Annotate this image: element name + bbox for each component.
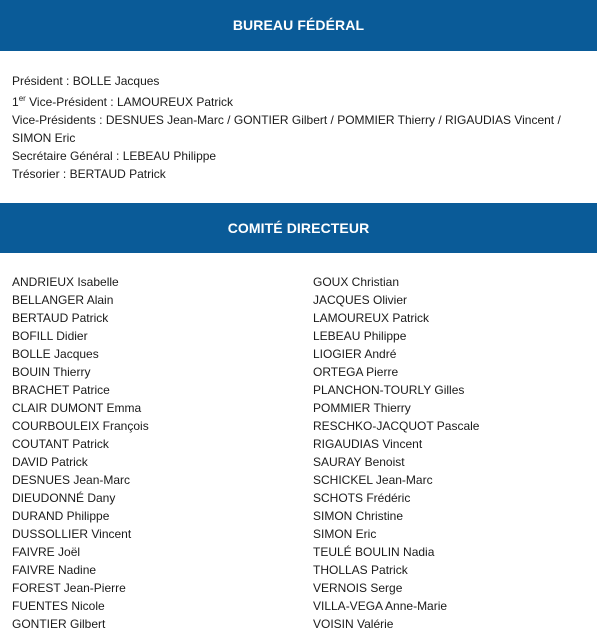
member-name: BELLANGER Alain (12, 293, 114, 307)
vp-ordinal: 1 (12, 95, 19, 109)
member-name: DIEUDONNÉ Dany (12, 491, 116, 505)
first-vice-president-line (12, 93, 582, 111)
comite-directeur-title: COMITÉ DIRECTEUR (227, 220, 370, 236)
member-name: DUSSOLLIER Vincent (12, 527, 132, 541)
member-name: BOUIN Thierry (12, 365, 91, 379)
member-name: SCHICKEL Jean-Marc (313, 473, 433, 487)
bureau-federal-title: BUREAU FÉDÉRAL (232, 17, 365, 33)
president-line: Président : BOLLE Jacques (12, 74, 160, 88)
member-name: BOFILL Didier (12, 329, 88, 343)
member-name: ORTEGA Pierre (313, 365, 399, 379)
bureau-federal-section (12, 72, 582, 183)
member-name: FAIVRE Nadine (12, 563, 97, 577)
member-name: ANDRIEUX Isabelle (12, 275, 119, 289)
member-name: SAURAY Benoist (313, 455, 405, 469)
treasurer-line: Trésorier : BERTAUD Patrick (12, 167, 166, 181)
member-name: PLANCHON-TOURLY Gilles (313, 383, 465, 397)
member-name: BERTAUD Patrick (12, 311, 109, 325)
member-name: CLAIR DUMONT Emma (12, 401, 142, 415)
member-name: SCHOTS Frédéric (313, 491, 411, 505)
member-name: FUENTES Nicole (12, 599, 105, 613)
vp-ordinal-suffix: er (18, 94, 26, 103)
vice-presidents-line: Vice-Présidents : DESNUES Jean-Marc / GONTIER Gilbert / POMMIER Thierry / RIGAUDIAS Vincent / SIMON Eric (12, 113, 561, 145)
member-name: TEULÉ BOULIN Nadia (313, 545, 435, 559)
member-name: THOLLAS Patrick (313, 563, 408, 577)
member-name: SIMON Christine (313, 509, 404, 523)
member-name: DESNUES Jean-Marc (12, 473, 131, 487)
members-right-column (313, 273, 593, 633)
bureau-federal-banner (0, 0, 597, 51)
member-name: BOLLE Jacques (12, 347, 99, 361)
secretary-general-line: Secrétaire Général : LEBEAU Philippe (12, 149, 217, 163)
member-name: DAVID Patrick (12, 455, 88, 469)
comite-directeur-banner (0, 203, 597, 253)
member-name: GOUX Christian (313, 275, 400, 289)
member-name: RIGAUDIAS Vincent (313, 437, 423, 451)
member-name: COURBOULEIX François (12, 419, 149, 433)
member-name: FAIVRE Joël (12, 545, 81, 559)
members-left-column (12, 273, 292, 633)
member-name: SIMON Eric (313, 527, 377, 541)
member-name: JACQUES Olivier (313, 293, 408, 307)
member-name: RESCHKO-JACQUOT Pascale (313, 419, 480, 433)
member-name: VOISIN Valérie (313, 617, 394, 631)
member-name: COUTANT Patrick (12, 437, 109, 451)
member-name: LIOGIER André (313, 347, 397, 361)
member-name: VILLA-VEGA Anne-Marie (313, 599, 448, 613)
vp-text: Vice-Président : LAMOUREUX Patrick (25, 95, 233, 109)
member-name: FOREST Jean-Pierre (12, 581, 126, 595)
member-name: POMMIER Thierry (313, 401, 411, 415)
member-name: GONTIER Gilbert (12, 617, 106, 631)
member-name: LAMOUREUX Patrick (313, 311, 430, 325)
member-name: LEBEAU Philippe (313, 329, 407, 343)
member-name: VERNOIS Serge (313, 581, 403, 595)
member-name: DURAND Philippe (12, 509, 110, 523)
member-name: BRACHET Patrice (12, 383, 110, 397)
